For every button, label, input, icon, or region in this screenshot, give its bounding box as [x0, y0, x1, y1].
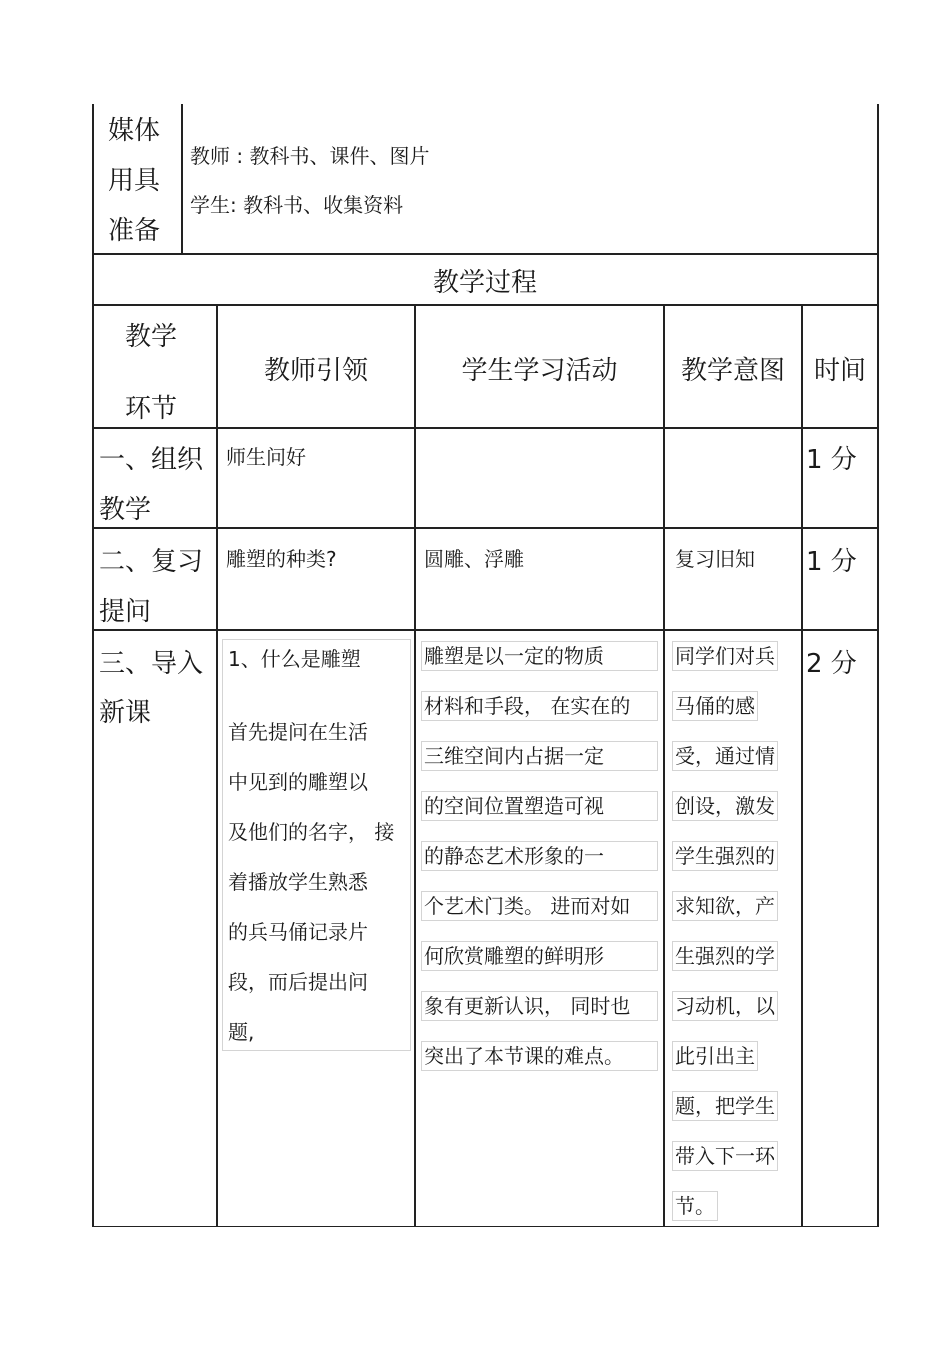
row3-intent-line: 此引出主 [672, 1041, 758, 1071]
col-divider-1 [216, 304, 218, 1227]
hline-row2-bottom [92, 629, 879, 631]
row3-stage-line-2: 新课 [99, 698, 152, 728]
row3-intent-line: 同学们对兵 [672, 641, 778, 671]
row3-intent-line: 学生强烈的 [672, 841, 778, 871]
row3-teacher-line: 段，而后提出问 [228, 970, 368, 994]
media-label-line-3: 准备 [108, 216, 161, 246]
header-teacher-guide: 教师引领 [263, 356, 368, 386]
row3-time: 2 分 [806, 649, 857, 679]
row3-intent-line: 题，把学生 [672, 1091, 778, 1121]
row3-teacher-line: 中见到的雕塑以 [228, 770, 368, 794]
table-left-border [92, 253, 94, 1227]
header-time: 时间 [813, 356, 866, 386]
table-right-border [877, 253, 879, 1227]
media-left-border [92, 104, 94, 254]
row3-student-line: 的静态艺术形象的一 [421, 841, 658, 871]
media-label-line-2: 用具 [108, 166, 161, 196]
row3-student-line: 何欣赏雕塑的鲜明形 [421, 941, 658, 971]
row3-stage-line-1: 三、导入 [99, 649, 204, 679]
row3-teacher-line: 的兵马俑记录片 [228, 920, 368, 944]
media-divider [181, 104, 183, 254]
row3-teacher-line: 着播放学生熟悉 [228, 870, 368, 894]
row2-time: 1 分 [806, 547, 857, 577]
row2-intent: 复习旧知 [675, 547, 755, 571]
hline-title-bottom [92, 304, 879, 306]
row3-intent-line: 受，通过情 [672, 741, 778, 771]
row1-stage-line-2: 教学 [99, 495, 152, 525]
row2-teacher: 雕塑的种类? [226, 547, 337, 571]
row3-teacher-line: 1、什么是雕塑 [228, 647, 361, 671]
col-divider-2 [414, 304, 416, 1227]
row3-teacher-line: 题, [228, 1020, 255, 1044]
row2-stage-line-2: 提问 [99, 597, 152, 627]
row3-intent-line: 带入下一环 [672, 1141, 778, 1171]
hline-row3-bottom [92, 1226, 879, 1227]
col-divider-3 [663, 304, 665, 1227]
row3-student-line: 象有更新认识， 同时也 [421, 991, 658, 1021]
row3-intent-line: 求知欲，产 [672, 891, 778, 921]
row3-student-line: 三维空间内占据一定 [421, 741, 658, 771]
row3-intent-line: 节。 [672, 1191, 718, 1221]
row3-intent-line: 生强烈的学 [672, 941, 778, 971]
row2-stage-line-1: 二、复习 [99, 547, 204, 577]
hline-header-bottom [92, 427, 879, 429]
header-stage-line-2: 环节 [125, 394, 178, 424]
header-stage-line-1: 教学 [125, 322, 178, 352]
row3-student-line: 雕塑是以一定的物质 [421, 641, 658, 671]
section-title: 教学过程 [432, 268, 537, 298]
hline-media-bottom [92, 253, 879, 255]
media-student: 学生: 教科书、收集资料 [190, 193, 404, 217]
header-student-activity: 学生学习活动 [461, 356, 618, 386]
header-intent: 教学意图 [680, 356, 785, 386]
row3-intent-line: 习动机，以 [672, 991, 778, 1021]
col-divider-4 [801, 304, 803, 1227]
row3-intent-line: 马俑的感 [672, 691, 758, 721]
row3-student-line: 的空间位置塑造可视 [421, 791, 658, 821]
row2-student: 圆雕、浮雕 [424, 547, 524, 571]
row3-student-line: 个艺术门类。 进而对如 [421, 891, 658, 921]
media-teacher: 教师 : 教科书、课件、图片 [190, 144, 430, 168]
row3-intent-line: 创设，激发 [672, 791, 778, 821]
media-right-border [877, 104, 879, 254]
row1-stage-line-1: 一、组织 [99, 445, 204, 475]
row1-teacher: 师生问好 [226, 445, 306, 469]
row1-time: 1 分 [806, 445, 857, 475]
media-label-line-1: 媒体 [108, 116, 161, 146]
row3-teacher-line: 首先提问在生活 [228, 720, 368, 744]
row3-student-line: 突出了本节课的难点。 [421, 1041, 658, 1071]
hline-row1-bottom [92, 527, 879, 529]
row3-teacher-line: 及他们的名字， 接 [228, 820, 395, 844]
row3-student-line: 材料和手段， 在实在的 [421, 691, 658, 721]
